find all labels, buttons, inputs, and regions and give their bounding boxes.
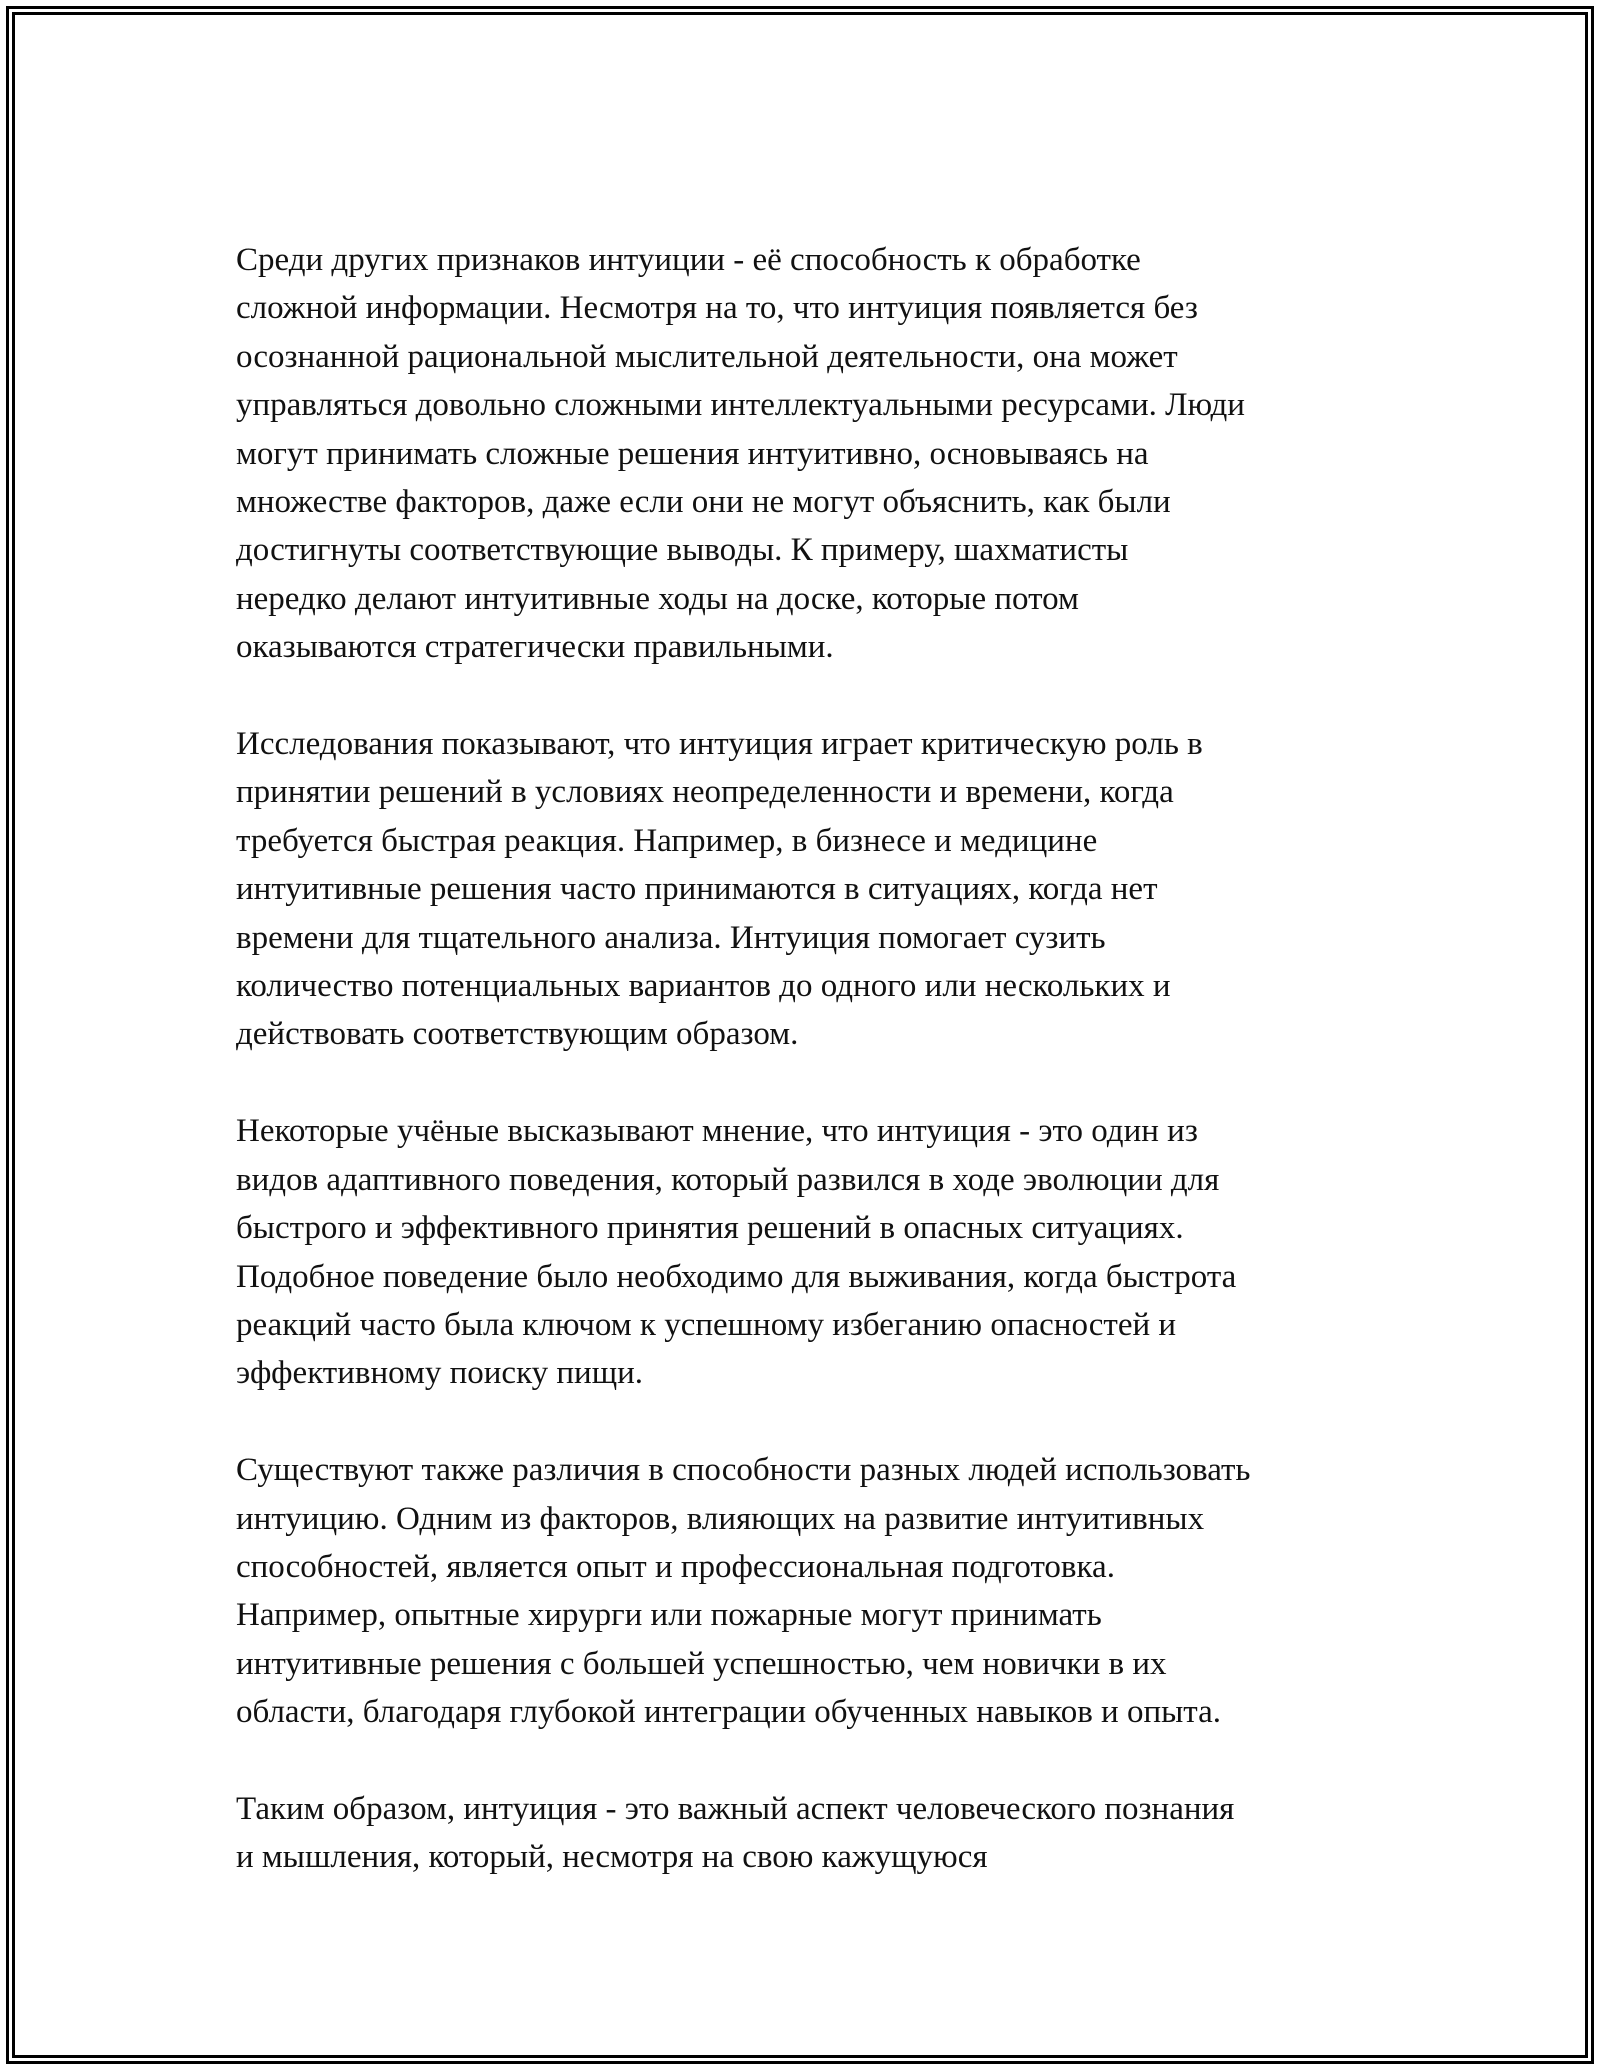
paragraph-line: интуицию. Одним из факторов, влияющих на развитие интуитивных bbox=[236, 1500, 1205, 1537]
paragraph-line: Среди других признаков интуиции - её способность к обработке bbox=[236, 242, 1141, 278]
paragraph-line: Таким образом, интуиция - это важный аспект человеческого познания bbox=[236, 1790, 1235, 1827]
paragraph-line: видов адаптивного поведения, который развился в ходе эволюции для bbox=[236, 1161, 1220, 1198]
paragraph-line: области, благодаря глубокой интеграции обученных навыков и опыта. bbox=[236, 1694, 1222, 1731]
paragraph-line: интуитивные решения с большей успешностью, чем новички в их bbox=[236, 1645, 1167, 1682]
paragraph-line: Некоторые учёные высказывают мнение, что интуиция - это один из bbox=[236, 1113, 1198, 1150]
paragraph-line: способностей, является опыт и профессиональная подготовка. bbox=[236, 1548, 1115, 1585]
paragraph-2 bbox=[236, 720, 1376, 1059]
paragraph-line: количество потенциальных вариантов до одного или нескольких и bbox=[236, 968, 1171, 1005]
paragraph-line: Подобное поведение было необходимо для выживания, когда быстрота bbox=[236, 1258, 1237, 1295]
paragraph-line: сложной информации. Несмотря на то, что интуиция появляется без bbox=[236, 290, 1198, 327]
document-body bbox=[236, 236, 1376, 1930]
paragraph-line: Например, опытные хирурги или пожарные могут принимать bbox=[236, 1597, 1102, 1634]
paragraph-line: быстрого и эффективного принятия решений в опасных ситуациях. bbox=[236, 1210, 1184, 1247]
paragraph-line: эффективному поиску пищи. bbox=[236, 1355, 644, 1392]
paragraph-line: управляться довольно сложными интеллектуальными ресурсами. Люди bbox=[236, 387, 1245, 424]
paragraph-line: принятии решений в условиях неопределенности и времени, когда bbox=[236, 774, 1174, 811]
paragraph-line: оказываются стратегически правильными. bbox=[236, 629, 834, 666]
paragraph-line: Существуют также различия в способности разных людей использовать bbox=[236, 1452, 1251, 1489]
paragraph-line: осознанной рациональной мыслительной деятельности, она может bbox=[236, 338, 1178, 375]
paragraph-3 bbox=[236, 1107, 1376, 1397]
paragraph-5 bbox=[236, 1785, 1376, 1882]
paragraph-4 bbox=[236, 1446, 1376, 1736]
paragraph-line: Исследования показывают, что интуиция играет критическую роль в bbox=[236, 726, 1203, 763]
paragraph-line: интуитивные решения часто принимаются в ситуациях, когда нет bbox=[236, 871, 1158, 908]
paragraph-line: времени для тщательного анализа. Интуиция помогает сузить bbox=[236, 919, 1106, 956]
paragraph-line: и мышления, который, несмотря на свою кажущуюся bbox=[236, 1839, 988, 1876]
paragraph-line: требуется быстрая реакция. Например, в бизнесе и медицине bbox=[236, 822, 1098, 859]
paragraph-1 bbox=[236, 236, 1376, 672]
paragraph-line: достигнуты соответствующие выводы. К примеру, шахматисты bbox=[236, 532, 1129, 569]
paragraph-line: множестве факторов, даже если они не могут объяснить, как были bbox=[236, 484, 1171, 521]
paragraph-line: нередко делают интуитивные ходы на доске, которые потом bbox=[236, 580, 1079, 617]
paragraph-line: реакций часто была ключом к успешному избеганию опасностей и bbox=[236, 1306, 1177, 1343]
paragraph-line: действовать соответствующим образом. bbox=[236, 1016, 799, 1053]
paragraph-line: могут принимать сложные решения интуитивно, основываясь на bbox=[236, 435, 1149, 472]
